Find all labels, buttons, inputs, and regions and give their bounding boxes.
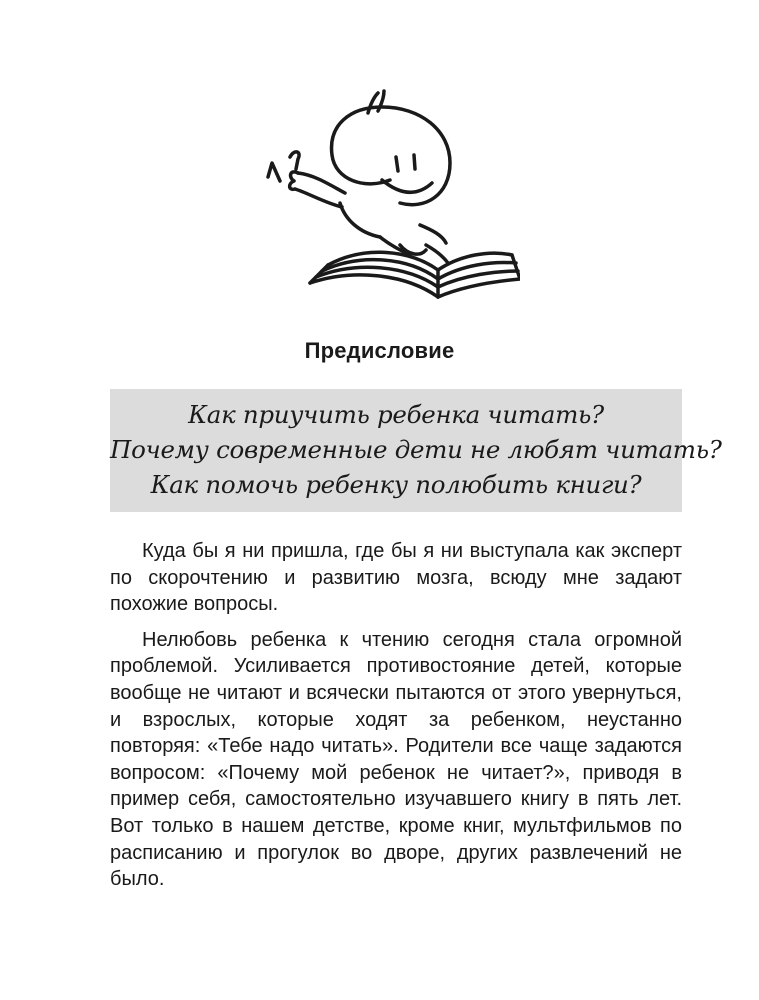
question-line: Как приучить ребенка читать? [188,400,604,429]
question-line: Как помочь ребенку полюбить книги? [150,470,642,499]
page-title: Предисловие [304,338,455,363]
paragraph: Нелюбовь ребенка к чтению сегодня стала огромной проблемой. Усиливается противостояние детей, которые вообще не читают и всячески пытаются от этого увернуться, и взрослых, которые ходят за ребенком, неустанно повторяя: «Тебе надо читать». Родители все чаще задаются вопросом: «Почему мой ребенок не читает?», приводя в пример себя, самостоятельно изучавшего книгу в пять лет. Вот только в нашем детстве, кроме книг, мультфильмов по расписанию и прогулок во дворе, других развлечений не было. [110,628,682,891]
body-text [110,538,682,893]
paragraph: Куда бы я ни пришла, где бы я ни выступала как эксперт по скорочтению и развитию мозга, всюду мне задают похожие вопросы. [110,540,682,616]
question-line: Почему современные дети не любят читать? [110,435,722,464]
question-box [110,389,722,512]
child-reading-illustration [250,85,520,315]
